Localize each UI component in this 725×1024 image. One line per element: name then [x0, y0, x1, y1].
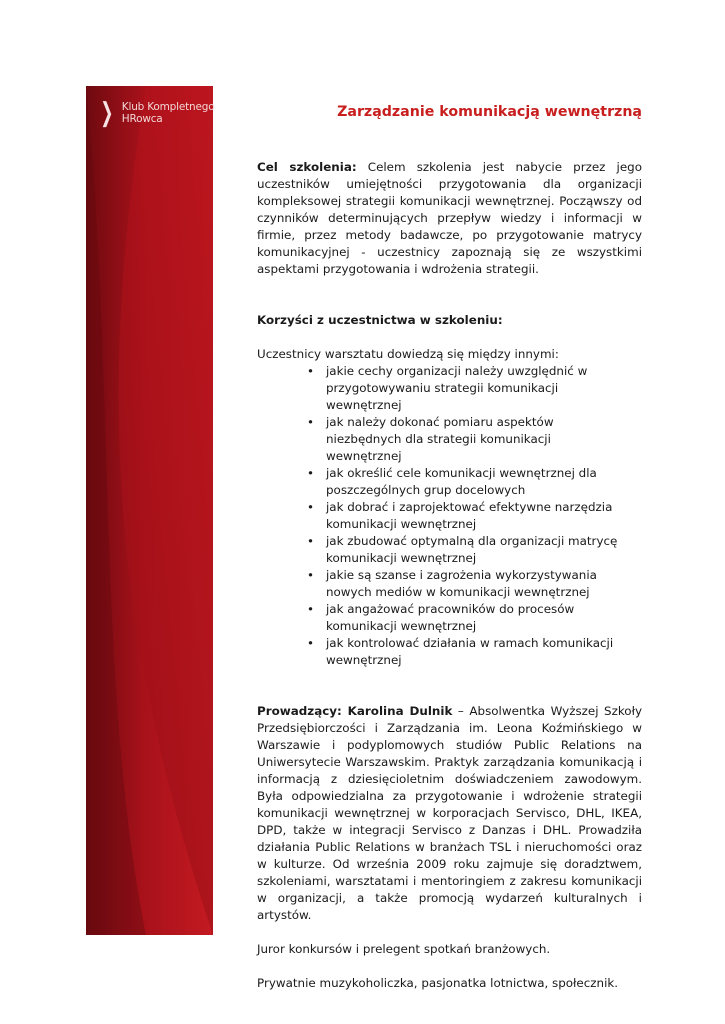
chevron-right-icon: ❯	[100, 98, 114, 128]
list-item: • jak dobrać i zaprojektować efektywne narzędzia komunikacji wewnętrznej	[326, 499, 626, 533]
document-body	[257, 100, 642, 992]
list-item: • jakie są szanse i zagrożenia wykorzystywania nowych mediów w komunikacji wewnętrznej	[326, 567, 626, 601]
goal-paragraph	[257, 159, 642, 278]
trainer-paragraph	[257, 703, 642, 924]
page-title: Zarządzanie komunikacją wewnętrzną	[337, 104, 642, 120]
sidebar-graphic	[86, 86, 213, 935]
goal-text: Celem szkolenia jest nabycie przez jego uczestników umiejętności przygotowania dla organizacji kompleksowej strategii komunikacji wewnętrznej. Począwszy od czynników determinujących przepływ wiedzy i informacji w firmie, przez metody badawcze, po przygotowanie matrycy komunikacyjnej - uczestnicy zapoznają się ze wszystkimi aspektami przygotowania i wdrożenia strategii.	[257, 160, 642, 276]
trainer-juror: Juror konkursów i prelegent spotkań branżowych.	[257, 942, 551, 956]
list-item: • jakie cechy organizacji należy uwzględnić w przygotowywaniu strategii komunikacji wewnętrznej	[326, 363, 626, 414]
decorative-sidebar	[86, 86, 213, 935]
benefits-heading: Korzyści z uczestnictwa w szkoleniu:	[257, 313, 503, 327]
benefits-intro: Uczestnicy warsztatu dowiedzą się między innymi:	[257, 347, 559, 361]
benefits-list	[257, 363, 642, 669]
goal-label: Cel szkolenia:	[257, 160, 357, 174]
logo-text	[122, 101, 215, 125]
trainer-private: Prywatnie muzykoholiczka, pasjonatka lotnictwa, społecznik.	[257, 976, 619, 990]
logo-line-2: HRowca	[121, 113, 163, 125]
logo-line-1: Klub Kompletnego	[121, 101, 215, 113]
club-logo	[96, 100, 214, 126]
trainer-label: Prowadzący: Karolina Dulnik	[257, 704, 453, 718]
list-item: • jak kontrolować działania w ramach komunikacji wewnętrznej	[326, 635, 626, 669]
list-item: • jak angażować pracowników do procesów komunikacji wewnętrznej	[326, 601, 626, 635]
trainer-bio: – Absolwentka Wyższej Szkoły Przedsiębiorczości i Zarządzania im. Leona Koźmińskiego w Warszawie i podyplomowych studiów Public Relations na Uniwersytecie Warszawskim. Praktyk zarządzania komunikacją i informacją z dziesięcioletnim doświadczeniem zawodowym. Była odpowiedzialna za przygotowanie i wdrożenie strategii komunikacji wewnętrznej w korporacjach Servisco, DHL, IKEA, DPD, także w integracji Servisco z Danzas i DHL. Prowadziła działania Public Relations w branżach TSL i nieruchomości oraz w kulturze. Od września 2009 roku zajmuje się doradztwem, szkoleniami, warsztatami i mentoringiem z zakresu komunikacji w organizacji, a także promocją wydarzeń kulturalnych i artystów.	[257, 704, 642, 922]
list-item: • jak określić cele komunikacji wewnętrznej dla poszczególnych grup docelowych	[326, 465, 626, 499]
list-item: • jak zbudować optymalną dla organizacji matrycę komunikacji wewnętrznej	[326, 533, 626, 567]
list-item: • jak należy dokonać pomiaru aspektów niezbędnych dla strategii komunikacji wewnętrznej	[326, 414, 626, 465]
